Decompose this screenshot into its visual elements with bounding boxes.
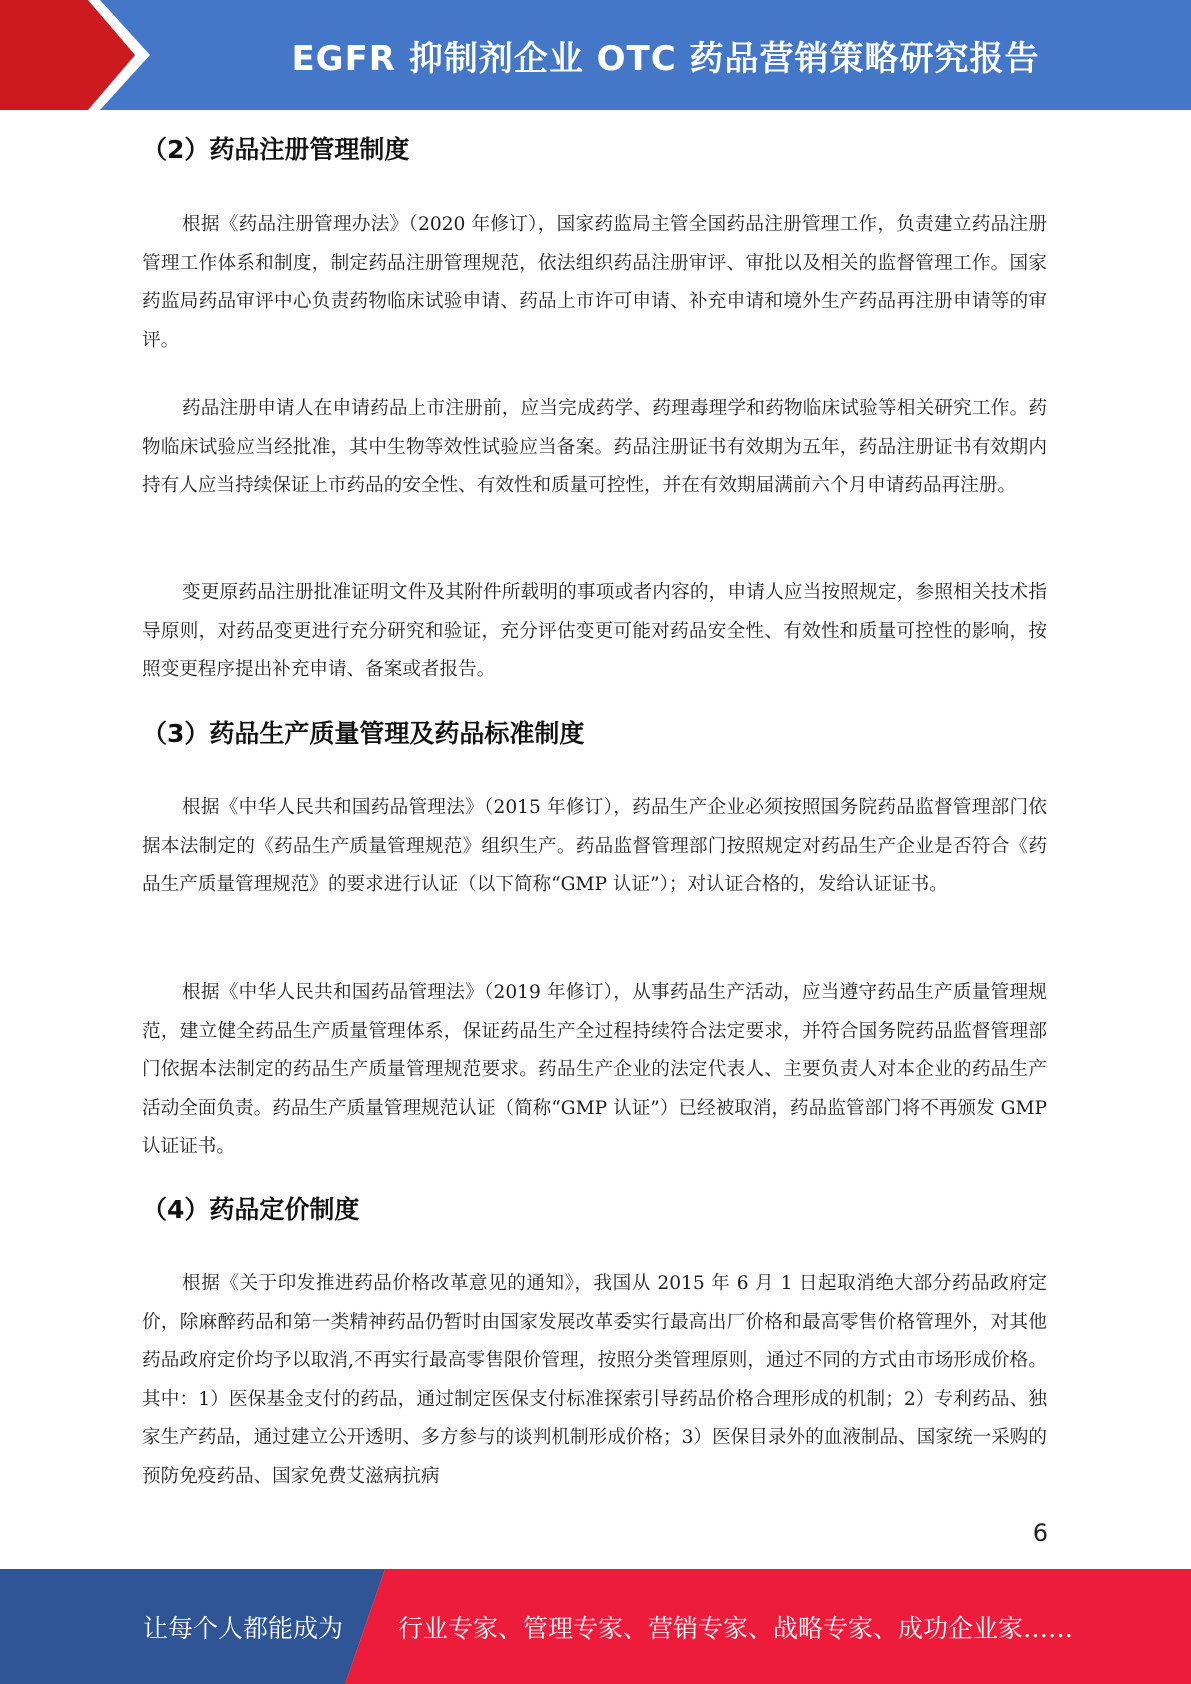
paragraph: 根据《药品注册管理办法》（2020 年修订），国家药监局主管全国药品注册管理工作，负责建立药品注册管理工作体系和制度，制定药品注册管理规范，依法组织药品注册审评、审批以及相关的监督管理工作。国家药监局药品审评中心负责药物临床试验申请、药品上市许可申请、补充申请和境外生产药品再注册申请等的审评。 [142, 214, 1047, 351]
section-heading-gmp: （3）药品生产质量管理及药品标准制度 [142, 719, 585, 748]
header-banner [0, 0, 1191, 110]
paragraph: 根据《中华人民共和国药品管理法》（2019 年修订），从事药品生产活动，应当遵守药品生产质量管理规范，建立健全药品生产质量管理体系，保证药品生产全过程持续符合法定要求，并符合国务院药品监督管理部门依据本法制定的药品生产质量管理规范要求。药品生产企业的法定代表人、主要负责人对本企业的药品生产活动全面负责。药品生产质量管理规范认证（简称“GMP 认证”）已经被取消，药品监管部门将不再颁发 GMP 认证证书。 [142, 982, 1047, 1157]
page-number: 6 [1032, 1519, 1048, 1547]
footer-slogan-left: 让每个人都能成为 [143, 1613, 344, 1643]
section-heading-registration: （2）药品注册管理制度 [142, 135, 410, 164]
paragraph: 变更原药品注册批准证明文件及其附件所载明的事项或者内容的，申请人应当按照规定，参照相关技术指导原则，对药品变更进行充分研究和验证，充分评估变更可能对药品安全性、有效性和质量可控性的影响，按照变更程序提出补充申请、备案或者报告。 [142, 582, 1047, 680]
section-heading-pricing: （4）药品定价制度 [142, 1195, 360, 1224]
header-chevron-decoration [0, 0, 160, 110]
footer-banner [0, 1569, 1191, 1684]
report-title: EGFR 抑制剂企业 OTC 药品营销策略研究报告 [291, 38, 1040, 79]
paragraph: 药品注册申请人在申请药品上市注册前，应当完成药学、药理毒理学和药物临床试验等相关研究工作。药物临床试验应当经批准，其中生物等效性试验应当备案。药品注册证书有效期为五年，药品注册证书有效期内持有人应当持续保证上市药品的安全性、有效性和质量可控性，并在有效期届满前六个月申请药品再注册。 [142, 398, 1047, 496]
footer-slogan-right: 行业专家、管理专家、营销专家、战略专家、成功企业家…… [398, 1613, 1074, 1643]
paragraph: 根据《关于印发推进药品价格改革意见的通知》，我国从 2015 年 6 月 1 日起取消绝大部分药品政府定价，除麻醉药品和第一类精神药品仍暂时由国家发展改革委实行最高出厂价格和最高零售价格管理外，对其他药品政府定价均予以取消,不再实行最高零售限价管理，按照分类管理原则，通过不同的方式由市场形成价格。其中：1）医保基金支付的药品，通过制定医保支付标准探索引导药品价格合理形成的机制；2）专利药品、独家生产药品，通过建立公开透明、多方参与的谈判机制形成价格；3）医保目录外的血液制品、国家统一采购的预防免疫药品、国家免费艾滋病抗病 [142, 1273, 1047, 1487]
paragraph: 根据《中华人民共和国药品管理法》（2015 年修订），药品生产企业必须按照国务院药品监督管理部门依据本法制定的《药品生产质量管理规范》组织生产。药品监督管理部门按照规定对药品生产企业是否符合《药品生产质量管理规范》的要求进行认证（以下简称“GMP 认证”）；对认证合格的，发给认证证书。 [142, 797, 1047, 895]
